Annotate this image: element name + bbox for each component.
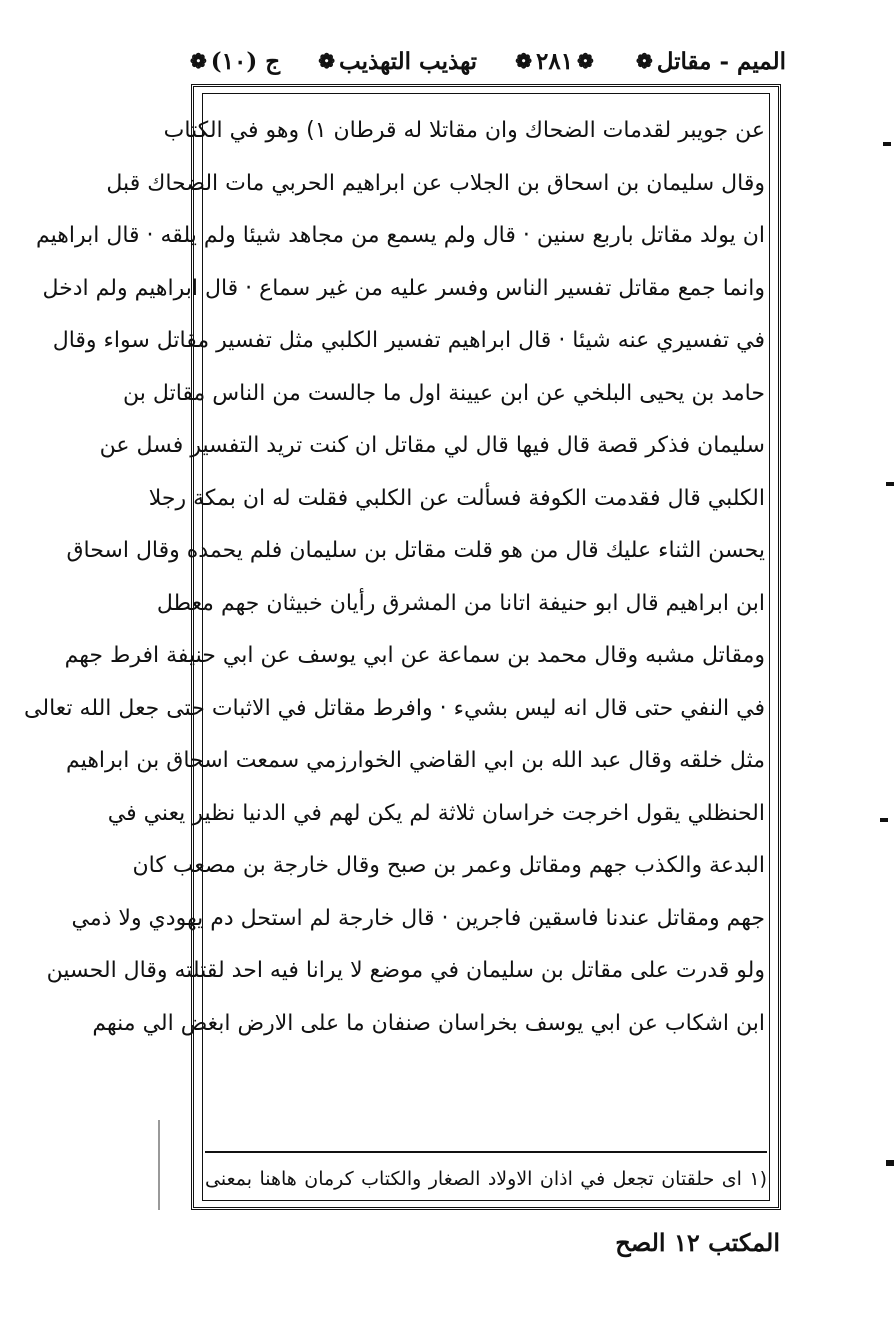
text-line: جهم ومقاتل عندنا فاسقين فاجرين · قال خارجة لم استحل دم يهودي ولا ذمي — [71, 905, 765, 931]
footnote: (١ اى حلقتان تجعل في اذان الاولاد الصغار والكتاب كرمان هاهنا بمعنى — [205, 1168, 767, 1190]
bottom-note: المكتب ١٢ الصح — [615, 1228, 780, 1257]
volume-label: ج (١٠) — [210, 47, 281, 75]
text-line: وقال سليمان بن اسحاق بن الجلاب عن ابراهيم الحربي مات الضحاك قبل — [106, 170, 765, 196]
margin-mark — [886, 482, 894, 486]
ornament-icon: ❁ — [318, 49, 336, 73]
page-number: ٢٨١ — [535, 47, 574, 75]
running-header — [186, 38, 786, 84]
text-line: ابن ابراهيم قال ابو حنيفة اتانا من المشرق رأيان خبيثان جهم معطل — [156, 590, 765, 616]
text-line: ومقاتل مشبه وقال محمد بن سماعة عن ابي يوسف عن ابي حنيفة افرط جهم — [64, 643, 765, 668]
margin-mark — [883, 142, 891, 146]
text-line: ولو قدرت على مقاتل بن سليمان في موضع لا يرانا فيه احد لقتلته وقال الحسين — [46, 958, 765, 983]
header-book — [314, 48, 477, 75]
header-page — [511, 48, 598, 75]
margin-mark — [886, 1160, 894, 1166]
text-line: سليمان فذكر قصة قال فيها قال لي مقاتل ان كنت تريد التفسير فسل عن — [99, 433, 765, 458]
scan-speck — [158, 1120, 160, 1210]
margin-mark — [880, 818, 888, 822]
text-line: حامد بن يحيى البلخي عن ابن عيينة اول ما جالست من الناس مقاتل بن — [123, 380, 765, 406]
text-line: البدعة والكذب جهم ومقاتل وعمر بن صبح وقال خارجة بن مصعب كان — [132, 853, 765, 878]
text-line: مثل خلقه وقال عبد الله بن ابي القاضي الخوارزمي سمعت اسحاق بن ابراهيم — [66, 748, 765, 773]
ornament-icon: ❁ — [577, 49, 594, 73]
footnote-separator — [205, 1151, 767, 1153]
text-line: في تفسيري عنه شيئا · قال ابراهيم تفسير الكلبي مثل تفسير مقاتل سواء وقال — [52, 328, 765, 353]
ornament-icon: ❁ — [190, 49, 207, 73]
ornament-icon: ❁ — [635, 49, 653, 73]
text-line: ان يولد مقاتل باربع سنين · قال ولم يسمع من مجاهد شيئا ولم يلقه · قال ابراهيم — [35, 223, 765, 248]
header-section — [632, 48, 786, 75]
book-title: تهذيب التهذيب — [339, 47, 478, 75]
section-title: الميم - مقاتل — [656, 47, 786, 75]
text-line: ابن اشكاب عن ابي يوسف بخراسان صنفان ما على الارض ابغض الي منهم — [92, 1010, 765, 1036]
body-text — [24, 105, 765, 1050]
text-line: عن جويبر لقدمات الضحاك وان مقاتلا له قرطان ١) وهو في الكتاب — [163, 118, 765, 143]
header-volume — [186, 48, 280, 75]
ornament-icon: ❁ — [515, 49, 532, 73]
text-line: الحنظلي يقول اخرجت خراسان ثلاثة لم يكن لهم في الدنيا نظير يعني في — [107, 800, 765, 826]
text-line: في النفي حتى قال انه ليس بشيء · وافرط مقاتل في الاثبات حتى جعل الله تعالى — [24, 695, 765, 721]
text-line: الكلبي قال فقدمت الكوفة فسألت عن الكلبي فقلت له ان بمكة رجلا — [148, 485, 765, 511]
text-line: يحسن الثناء عليك قال من هو قلت مقاتل بن سليمان فلم يحمده وقال اسحاق — [66, 538, 765, 563]
text-line: وانما جمع مقاتل تفسير الناس وفسر عليه من غير سماع · قال ابراهيم ولم ادخل — [42, 275, 765, 301]
